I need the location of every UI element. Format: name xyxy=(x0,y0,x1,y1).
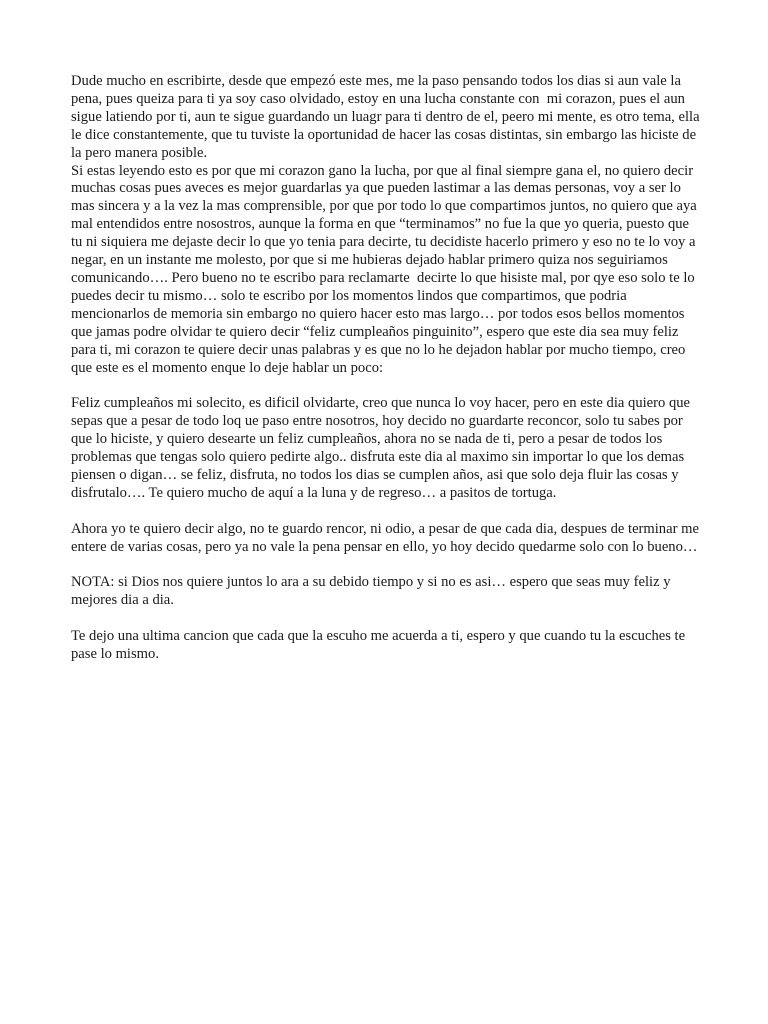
paragraph-birthday-wish: Feliz cumpleaños mi solecito, es dificil olvidarte, creo que nunca lo voy hacer, pero en este dia quiero que sepas que a pesar de todo loq ue paso entre nosotros, hoy decido no guardarte reconcor, solo tu sabes por que lo hiciste, y quiero desearte un feliz cumpleaños, ahora no se nada de ti, pero a pesar de todos los problemas que tengas solo quiero pedirte algo.. disfruta este dia al maximo sin importar lo que los demas piensen o digan… se feliz, disfruta, no todos los dias se cumplen años, asi que solo deja fluir las cosas y disfrutalo…. Te quiero mucho de aquí a la luna y de regreso… a pasitos de tortuga. xyxy=(71,395,694,501)
paragraph-closing-song: Te dejo una ultima cancion que cada que la escuho me acuerda a ti, espero y que cuando tu la escuches te pase lo mismo. xyxy=(71,628,689,662)
paragraph-no-rancor: Ahora yo te quiero decir algo, no te guardo rencor, ni odio, a pesar de que cada dia, despues de terminar me entere de varias cosas, pero ya no vale la pena pensar en ello, yo hoy decido quedarme solo con lo bueno… xyxy=(71,520,703,555)
paragraph-opening: Dude mucho en escribirte, desde que empezó este mes, me la paso pensando todos los dias si aun vale la pena, pues queiza para ti ya soy caso olvidado, estoy en una lucha constante con mi corazon, pues el aun sigue latiendo por ti, aun te sigue guardando un luagr para ti dentro de el, peero mi mente, es otro tema, ella le dice constantemente, que tu tuviste la oportunidad de hacer las cosas distintas, sin embargo las hiciste de la pero manera posible. xyxy=(71,73,704,161)
paragraph-heart-wins: Si estas leyendo esto es por que mi corazon gano la lucha, por que al final siempre gana el, no quiero decir muchas cosas pues aveces es mejor guardarlas ya que pueden lastimar a las demas personas, voy a ser lo mas sincera y a la vez la mas comprensible, por que por todo lo que compartimos juntos, no quiero que aya mal entendidos entre nosostros, aunque la forma en que “terminamos” no fue la que yo queria, puesto que tu ni siquiera me dejaste decir lo que yo tenia para decirte, tu decidiste hacerlo primero y eso no te lo voy a negar, en un instante me molesto, por que si me hubieras dejado hablar primero quiza nos seguiriamos comunicando…. Pero bueno no te escribo para reclamarte decirte lo que hisiste mal, por qye eso solo te lo puedes decir tu mismo… solo te escribo por los momentos lindos que compartimos, que podria mencionarlos de memoria sin embargo no quiero hacer esto mas largo… por todos esos bellos momentos que jamas podre olvidar te quiero decir “feliz cumpleaños pinguinito”, espero que este dia sea muy feliz para ti, mi corazon te quiere decir unas palabras y es que no lo he dejadon hablar por mucho tiempo, creo que este es el momento enque lo deje hablar un poco: xyxy=(71,162,701,376)
paragraph-note: NOTA: si Dios nos quiere juntos lo ara a su debido tiempo y si no es asi… espero que seas muy feliz y mejores dia a dia. xyxy=(71,574,675,609)
letter-body xyxy=(71,73,704,664)
